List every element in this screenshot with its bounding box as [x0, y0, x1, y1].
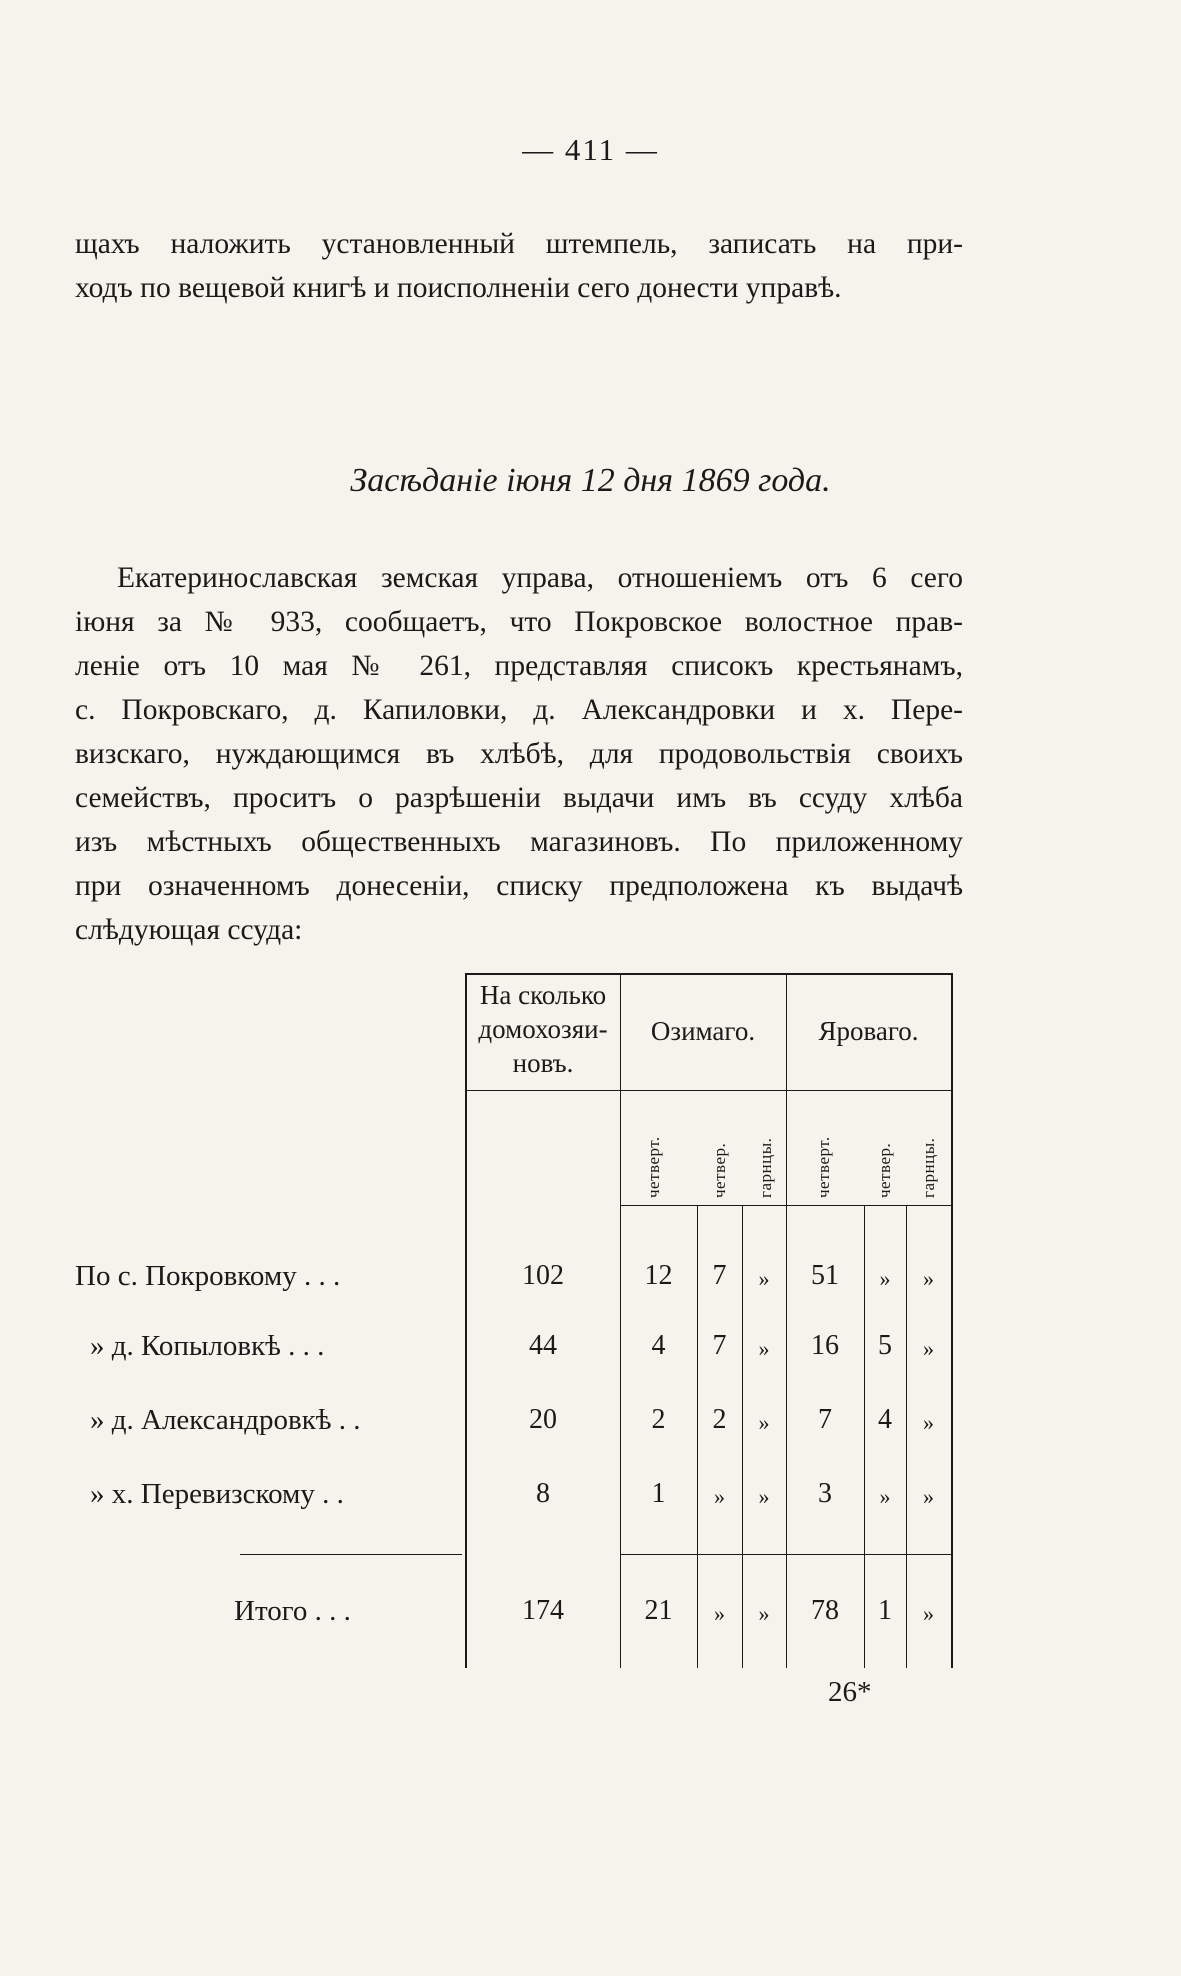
table-cell: » — [758, 1336, 770, 1361]
table-cell: 12 — [644, 1260, 673, 1291]
text-line: слѣдующая ссуда: — [75, 914, 303, 946]
table-cell: 102 — [522, 1260, 564, 1291]
table-cell: » — [758, 1484, 770, 1509]
table-cell: 8 — [536, 1478, 550, 1509]
table-header-rule — [466, 1090, 952, 1091]
text-line: с. Покровскаго, д. Капиловки, д. Александровки и х. Пере- — [75, 694, 963, 726]
table-top-rule — [466, 973, 952, 975]
text-line: леніе отъ 10 мая № 261, представляя списокъ крестьянамъ, — [75, 650, 963, 682]
body-paragraph — [75, 556, 963, 952]
table-cell: » — [879, 1266, 891, 1291]
total-cell: » — [714, 1601, 725, 1626]
table-cell: » — [714, 1484, 725, 1509]
table-cell: » — [923, 1484, 934, 1509]
table-cell: 4 — [651, 1330, 666, 1361]
table-cell: 4 — [878, 1404, 892, 1435]
table-cell: 44 — [529, 1330, 557, 1361]
table-cell: » — [758, 1410, 770, 1435]
table-cell: 20 — [529, 1404, 557, 1435]
table-cell: 7 — [818, 1404, 832, 1435]
page-number: — 411 — — [522, 132, 659, 167]
subheader-spring-chetvert: четверт. — [814, 1136, 833, 1198]
total-label: Итого . . . — [234, 1595, 351, 1627]
table-right-border — [951, 973, 953, 1668]
signature-mark: 26* — [828, 1676, 872, 1708]
table-cell: 7 — [712, 1260, 727, 1291]
table-cell: » — [758, 1266, 770, 1291]
text-line: изъ мѣстныхъ общественныхъ магазиновъ. По приложенному — [75, 826, 963, 858]
table-divider — [620, 975, 621, 1668]
text-line: визскаго, нуждающимся въ хлѣбѣ, для продовольствія своихъ — [75, 738, 963, 770]
table-cell: 5 — [878, 1330, 892, 1361]
header-winter: Озимаго. — [650, 1016, 756, 1046]
row-label: По с. Покровкому . . . — [75, 1260, 341, 1292]
table-cell: 16 — [811, 1330, 839, 1361]
total-cell: » — [923, 1601, 934, 1626]
text-line: при означенномъ донесеніи, списку предположена къ выдачѣ — [75, 870, 963, 902]
table-cell: 1 — [651, 1478, 666, 1509]
total-cell: » — [758, 1601, 770, 1626]
text-line: іюня за № 933, сообщаетъ, что Покровское волостное прав- — [75, 606, 963, 638]
total-cell: 1 — [878, 1595, 892, 1626]
row-label: » д. Копыловкѣ . . . — [90, 1330, 325, 1362]
text-line: щахъ наложить установленный штемпель, записать на при- — [75, 228, 963, 260]
table-cell: 2 — [651, 1404, 666, 1435]
subheader-spring-garntsy: гарнцы. — [919, 1137, 938, 1198]
row-label: » х. Перевизскому . . — [90, 1478, 344, 1510]
table-cell: » — [923, 1266, 934, 1291]
table-cell: » — [923, 1336, 934, 1361]
subheader-winter-chetvert: четверт. — [644, 1136, 663, 1198]
table-cell: 2 — [712, 1404, 727, 1435]
table-label-rule — [240, 1554, 462, 1555]
table-cell: 7 — [712, 1330, 727, 1361]
table-cell: 3 — [818, 1478, 832, 1509]
subheader-winter-garntsy: гарнцы. — [756, 1137, 775, 1198]
subheader-spring-chetver: четвер. — [875, 1142, 894, 1198]
text-line: семействъ, проситъ о разрѣшеніи выдачи имъ въ ссуду хлѣба — [75, 782, 963, 814]
table-cell: 51 — [811, 1260, 839, 1291]
header-spring: Яроваго. — [818, 1016, 919, 1046]
table-cell: » — [879, 1484, 891, 1509]
intro-paragraph — [75, 222, 963, 310]
row-label: » д. Александровкѣ . . — [90, 1404, 361, 1436]
text-line: Екатеринославская земская управа, отношеніемъ отъ 6 сего — [117, 562, 963, 594]
header-households: На сколько домохозяи-новъ. — [478, 980, 608, 1078]
table-divider — [786, 975, 787, 1668]
total-cell: 78 — [811, 1595, 839, 1626]
table-cell: » — [923, 1410, 934, 1435]
total-cell: 21 — [644, 1595, 673, 1626]
section-heading: Засѣданіе іюня 12 дня 1869 года. — [350, 462, 831, 499]
subheader-winter-chetver: четвер. — [710, 1142, 729, 1198]
text-line: ходъ по вещевой книгѣ и поисполненіи сего донести управѣ. — [75, 272, 842, 304]
total-cell: 174 — [522, 1595, 564, 1626]
